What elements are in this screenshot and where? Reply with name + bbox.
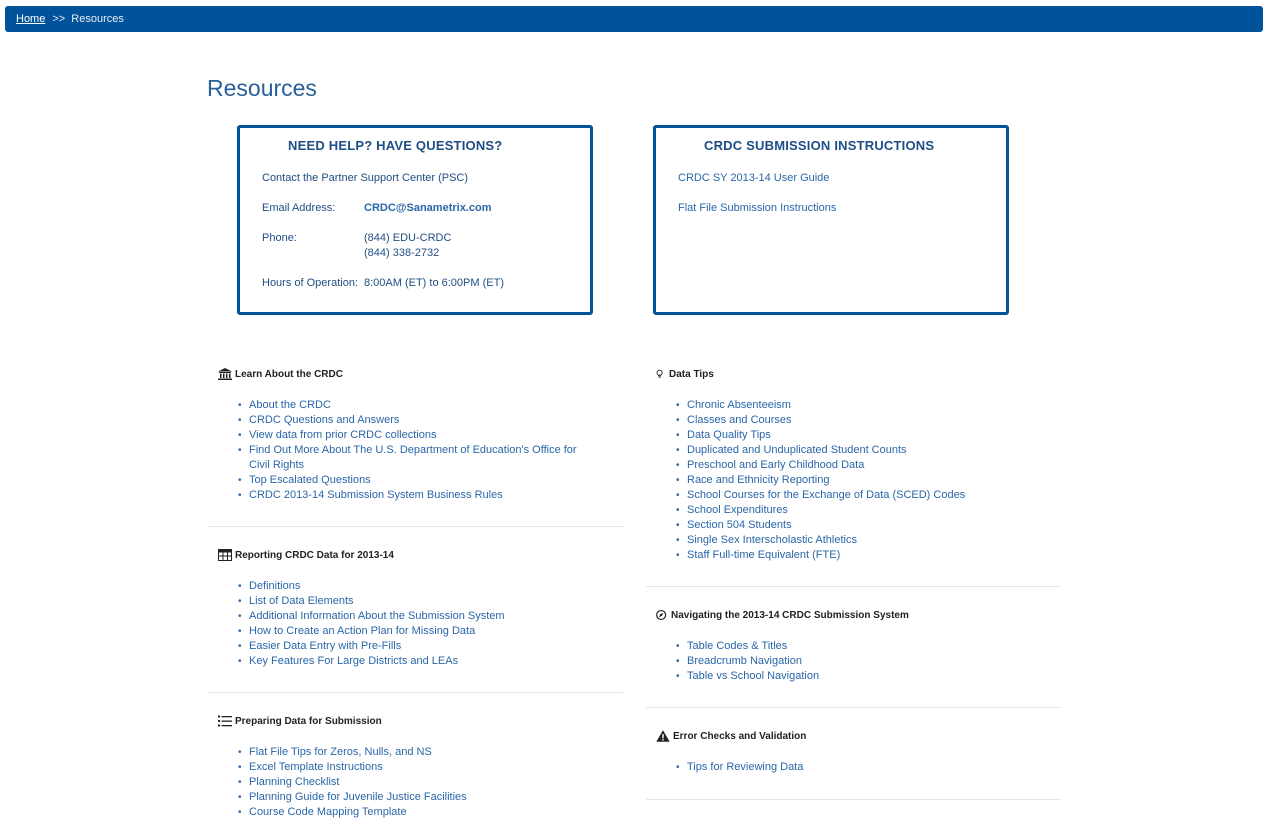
- link-list: [676, 639, 819, 684]
- table-icon: [218, 549, 232, 561]
- section-divider: [646, 586, 1061, 587]
- email-label: Email Address:: [262, 202, 336, 214]
- list-item[interactable]: • Planning Guide for Juvenile Justice Facilities: [238, 790, 467, 805]
- section-title: Error Checks and Validation: [673, 730, 807, 742]
- list-item[interactable]: • Course Code Mapping Template: [238, 805, 467, 820]
- list-item[interactable]: • Table Codes & Titles: [676, 639, 819, 654]
- section-header: [218, 549, 394, 561]
- list-item[interactable]: • Chronic Absenteeism: [676, 398, 965, 413]
- section-title: Navigating the 2013-14 CRDC Submission System: [671, 609, 909, 621]
- hours-value: 8:00AM (ET) to 6:00PM (ET): [364, 277, 504, 289]
- compass-icon: [656, 609, 668, 621]
- list-item[interactable]: • Excel Template Instructions: [238, 760, 467, 775]
- help-box-title: NEED HELP? HAVE QUESTIONS?: [288, 138, 503, 153]
- section-header: [218, 715, 382, 727]
- help-box: [237, 125, 593, 315]
- section-title: Learn About the CRDC: [235, 368, 343, 380]
- psc-contact-text: Contact the Partner Support Center (PSC): [262, 172, 469, 184]
- phone-number-2: (844) 338-2732: [364, 247, 440, 259]
- page-title: Resources: [207, 75, 317, 101]
- list-item[interactable]: • Section 504 Students: [676, 518, 965, 533]
- list-item[interactable]: • School Expenditures: [676, 503, 965, 518]
- institution-icon: [218, 368, 232, 380]
- list-item[interactable]: • How to Create an Action Plan for Missing Data: [238, 624, 505, 639]
- section-learn-about-crdc: [208, 368, 623, 528]
- list-item[interactable]: • Breadcrumb Navigation: [676, 654, 819, 669]
- section-divider: [646, 707, 1061, 708]
- list-item[interactable]: • Additional Information About the Submission System: [238, 609, 505, 624]
- link-list: [676, 760, 803, 775]
- list-item[interactable]: • Preschool and Early Childhood Data: [676, 458, 965, 473]
- list-item[interactable]: • Single Sex Interscholastic Athletics: [676, 533, 965, 548]
- list-item[interactable]: • Race and Ethnicity Reporting: [676, 473, 965, 488]
- section-data-tips: [646, 368, 1061, 588]
- list-item[interactable]: • Tips for Reviewing Data: [676, 760, 803, 775]
- list-item[interactable]: • Staff Full-time Equivalent (FTE): [676, 548, 965, 563]
- breadcrumb-current: Resources: [71, 13, 124, 25]
- list-item[interactable]: • Table vs School Navigation: [676, 669, 819, 684]
- list-item[interactable]: • School Courses for the Exchange of Data (SCED) Codes: [676, 488, 965, 503]
- breadcrumb: [5, 6, 1263, 32]
- email-link[interactable]: CRDC@Sanametrix.com: [364, 202, 492, 214]
- instructions-box-title: CRDC SUBMISSION INSTRUCTIONS: [704, 138, 935, 153]
- phone-label: Phone:: [262, 232, 297, 244]
- user-guide-link[interactable]: CRDC SY 2013-14 User Guide: [678, 172, 830, 184]
- list-item[interactable]: • CRDC 2013-14 Submission System Business Rules: [238, 488, 583, 503]
- list-item[interactable]: • Top Escalated Questions: [238, 473, 583, 488]
- link-list: [676, 398, 965, 563]
- list-item[interactable]: • Key Features For Large Districts and LEAs: [238, 654, 505, 669]
- list-item[interactable]: • Data Quality Tips: [676, 428, 965, 443]
- warning-icon: [656, 730, 670, 742]
- section-title: Data Tips: [669, 368, 714, 380]
- checklist-icon: [218, 715, 232, 727]
- instructions-box: [653, 125, 1009, 315]
- flat-file-instructions-link[interactable]: Flat File Submission Instructions: [678, 202, 837, 214]
- section-header: [656, 609, 909, 621]
- list-item[interactable]: • Planning Checklist: [238, 775, 467, 790]
- breadcrumb-separator: >>: [52, 13, 66, 25]
- section-error-checks: [646, 730, 1061, 802]
- list-item[interactable]: • Easier Data Entry with Pre-Fills: [238, 639, 505, 654]
- phone-number-1: (844) EDU-CRDC: [364, 232, 452, 244]
- list-item[interactable]: • Find Out More About The U.S. Department of Education's Office for Civil Rights: [238, 443, 583, 473]
- section-divider: [646, 799, 1061, 800]
- link-list: [238, 745, 467, 820]
- breadcrumb-home-link[interactable]: Home: [16, 13, 46, 25]
- section-preparing-data: [208, 715, 623, 825]
- section-header: [656, 368, 714, 380]
- list-item[interactable]: • Classes and Courses: [676, 413, 965, 428]
- section-reporting-crdc-data: [208, 549, 623, 694]
- list-item[interactable]: • About the CRDC: [238, 398, 583, 413]
- list-item[interactable]: • CRDC Questions and Answers: [238, 413, 583, 428]
- section-divider: [208, 692, 623, 693]
- section-title: Preparing Data for Submission: [235, 715, 382, 727]
- list-item[interactable]: • View data from prior CRDC collections: [238, 428, 583, 443]
- list-item[interactable]: • List of Data Elements: [238, 594, 505, 609]
- list-item[interactable]: • Duplicated and Unduplicated Student Counts: [676, 443, 965, 458]
- link-list: [238, 579, 505, 669]
- list-item[interactable]: • Definitions: [238, 579, 505, 594]
- lightbulb-icon: [656, 368, 666, 380]
- section-divider: [208, 526, 623, 527]
- section-header: [656, 730, 806, 742]
- hours-label: Hours of Operation:: [262, 277, 358, 289]
- section-header: [218, 368, 343, 380]
- list-item[interactable]: • Flat File Tips for Zeros, Nulls, and NS: [238, 745, 467, 760]
- section-title: Reporting CRDC Data for 2013-14: [235, 549, 394, 561]
- link-list: [238, 398, 583, 503]
- section-navigating-system: [646, 609, 1061, 709]
